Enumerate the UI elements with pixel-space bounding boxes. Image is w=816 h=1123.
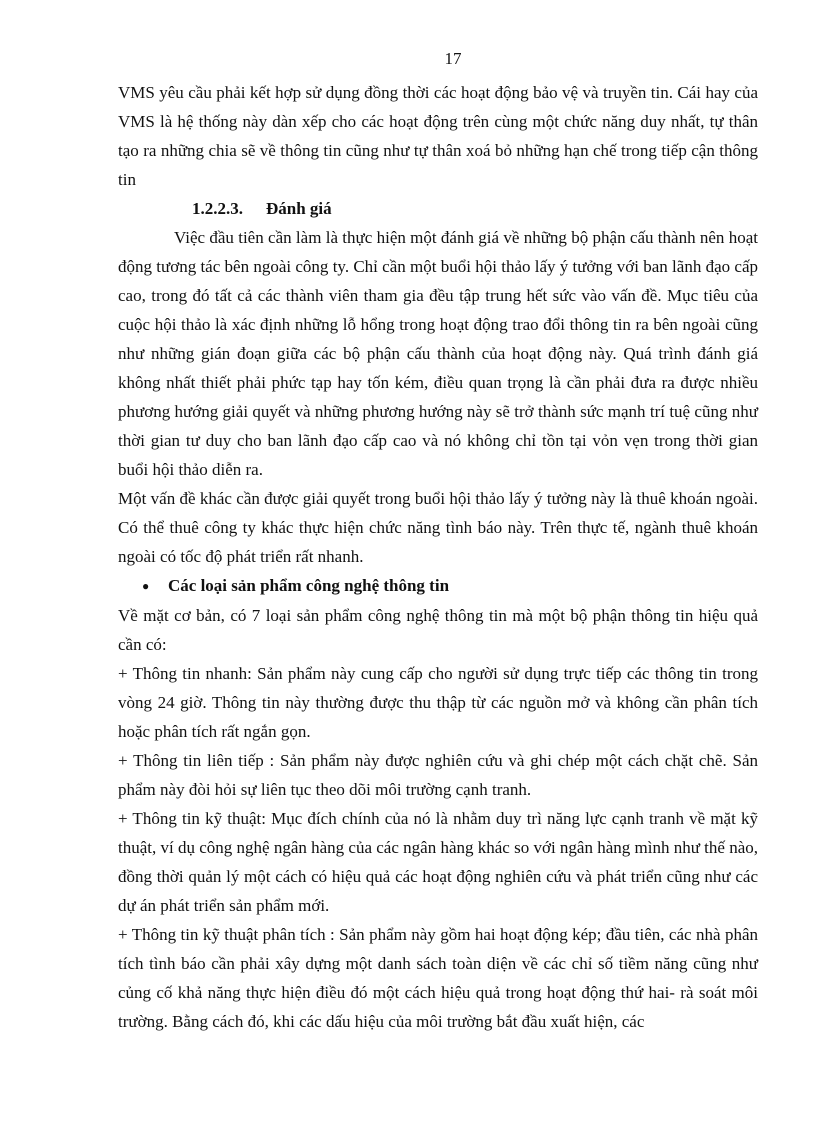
paragraph-vms-intro: VMS yêu cầu phải kết hợp sử dụng đồng thời các hoạt động bảo vệ và truyền tin. Cái hay của VMS là hệ thống này dàn xếp cho các hoạt động trên cùng một chức năng duy nhất, tự thân tạo ra những chia sẽ về thông tin cũng như tự thân xoá bỏ những hạn chế trong tiếp cận thông tin: [118, 83, 758, 189]
bullet-heading-title: Các loại sản phẩm công nghệ thông tin: [168, 576, 450, 595]
paragraph-quick-info: + Thông tin nhanh: Sản phẩm này cung cấp cho người sử dụng trực tiếp các thông tin trong vòng 24 giờ. Thông tin này thường được thu thập từ các nguồn mở và không cần phân tích hoặc phân tích rất ngắn gọn.: [118, 664, 758, 741]
bullet-icon: ●: [142, 579, 150, 593]
document-page: [118, 46, 758, 1036]
page-number: 17: [444, 49, 462, 68]
section-heading-danh-gia: [118, 194, 758, 223]
paragraph-continuous-info: + Thông tin liên tiếp : Sản phẩm này được nghiên cứu và ghi chép một cách chặt chẽ. Sản phẩm này đòi hỏi sự liên tục theo dõi môi trường cạnh tranh.: [118, 751, 758, 799]
paragraph-technical-analysis: + Thông tin kỹ thuật phân tích : Sản phẩm này gồm hai hoạt động kép; đầu tiên, các nhà phân tích tình báo cần phải xây dựng một danh sách toàn diện về các chỉ số tiềm năng cũng như củng cố khả năng thực hiện điều đó một cách hiệu quả trong hoạt động thứ hai- rà soát môi trường. Bằng cách đó, khi các dấu hiệu của môi trường bắt đầu xuất hiện, các: [118, 925, 758, 1031]
section-title: Đánh giá: [266, 199, 332, 218]
paragraph-assessment: Việc đầu tiên cần làm là thực hiện một đánh giá về những bộ phận cấu thành nên hoạt động tương tác bên ngoài công ty. Chỉ cần một buổi hội thảo lấy ý tưởng với ban lãnh đạo cấp cao, trong đó tất cả các thành viên tham gia đều tập trung hết sức vào vấn đề. Mục tiêu của cuộc hội thảo là xác định những lỗ hổng trong hoạt động trao đổi thông tin ra bên ngoài cũng như những gián đoạn giữa các bộ phận cấu thành của hoạt động này. Quá trình đánh giá không nhất thiết phải phức tạp hay tốn kém, điều quan trọng là cần phải đưa ra được nhiều phương hướng giải quyết và những phương hướng này sẽ trở thành sức mạnh trí tuệ cũng như thời gian tư duy cho ban lãnh đạo cấp cao và nó không chỉ tồn tại vỏn vẹn trong thời gian buổi hội thảo diễn ra.: [118, 228, 758, 479]
bullet-heading-it-products: [118, 571, 758, 601]
paragraph-technical-info: + Thông tin kỹ thuật: Mục đích chính của nó là nhằm duy trì năng lực cạnh tranh về mặt kỹ thuật, ví dụ công nghệ ngân hàng của các ngân hàng khác so với ngân hàng mình như thế nào, đồng thời quản lý một cách có hiệu quả các hoạt động nghiên cứu và phát triển cũng như các dự án phát triển sản phẩm mới.: [118, 809, 758, 915]
section-number: 1.2.2.3.: [192, 199, 243, 218]
paragraph-outsourcing: Một vấn đề khác cần được giải quyết trong buổi hội thảo lấy ý tưởng này là thuê khoán ngoài. Có thể thuê công ty khác thực hiện chức năng tình báo này. Trên thực tế, ngành thuê khoán ngoài có tốc độ phát triển rất nhanh.: [118, 489, 758, 566]
paragraph-seven-products: Về mặt cơ bản, có 7 loại sản phẩm công nghệ thông tin mà một bộ phận thông tin hiệu quả cần có:: [118, 606, 758, 654]
